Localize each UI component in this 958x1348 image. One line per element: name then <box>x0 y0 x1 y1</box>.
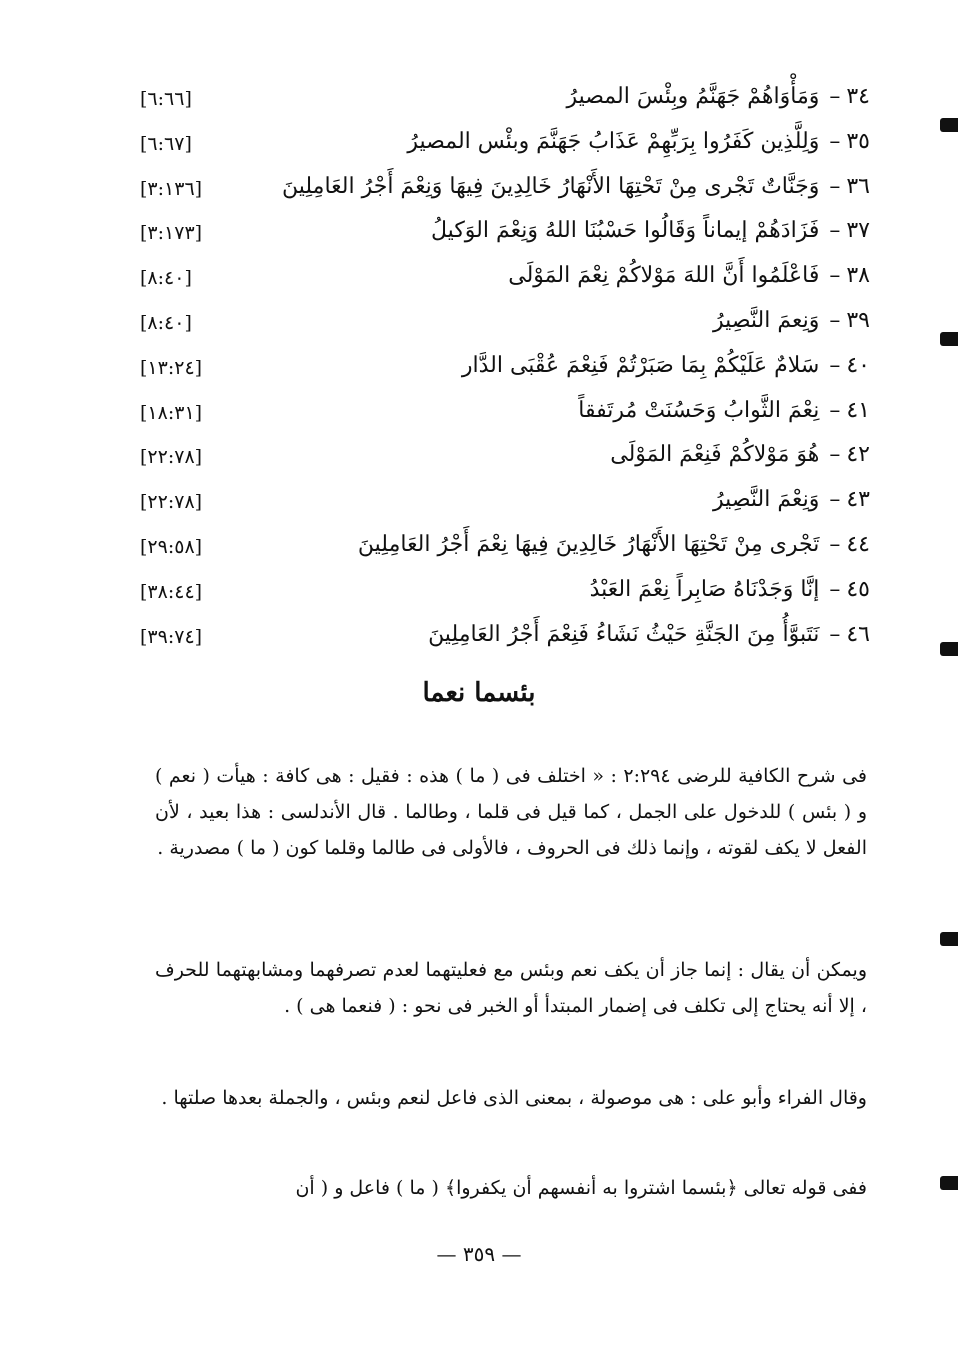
verse-line <box>358 532 870 557</box>
verse-reference: [٣:١٣٦] <box>140 177 203 200</box>
paragraph-3: وقال الفراء وأبو على : هى موصولة ، بمعنى الذى فاعل لنعم وبئس ، والجملة بعدها صلتها . <box>161 1087 867 1109</box>
verse-number: ٤٢ <box>846 442 870 468</box>
verse-number: ٤٣ <box>846 487 870 513</box>
verse-row <box>140 257 870 302</box>
verse-number: ٤٤ <box>846 531 870 557</box>
verse-dash: – <box>829 128 841 154</box>
verse-reference: [٨:٤٠] <box>140 267 192 290</box>
page-number: — ٣٥٩ — <box>436 1242 522 1266</box>
verse-row <box>140 436 870 481</box>
verse-text: تَجْرى مِنْ تَحْتِهَا الأَنْهَارُ خَالِدِينَ فِيهَا نِعْمَ أَجْرُ العَامِلِينَ <box>357 531 820 557</box>
verse-reference: [٦:٦٧] <box>140 132 192 155</box>
verse-number: ٣٦ <box>846 173 870 199</box>
verse-line <box>508 263 870 288</box>
paragraph-4: ففى قوله تعالى ﴿بئسما اشتروا به أنفسهم أن يكفروا﴾ ( ما ) فاعل و ( أن <box>295 1177 867 1199</box>
verse-dash: – <box>829 218 841 244</box>
verse-reference: [٣:١٧٣] <box>140 222 203 245</box>
verse-number: ٣٤ <box>846 84 870 109</box>
scan-edge-mark <box>940 642 958 656</box>
verse-number: ٤٦ <box>846 621 870 647</box>
verse-reference: [٣٩:٧٤] <box>140 625 203 648</box>
verse-number: ٣٨ <box>846 263 870 289</box>
verse-row <box>140 481 870 526</box>
verse-dash: – <box>829 621 841 647</box>
verse-dash: – <box>829 173 841 199</box>
verse-row <box>140 526 870 571</box>
verse-reference: [١٣:٢٤] <box>140 356 203 379</box>
verse-number: ٤١ <box>846 397 870 423</box>
verse-number: ٤٥ <box>846 576 870 602</box>
verse-reference: [٢٩:٥٨] <box>140 535 203 558</box>
verse-dash: – <box>829 576 841 602</box>
scan-edge-mark <box>940 332 958 346</box>
verse-line <box>407 129 870 154</box>
verse-dash: – <box>829 84 841 109</box>
verse-dash: – <box>829 397 841 423</box>
verse-line <box>713 487 870 512</box>
verse-row <box>140 123 870 168</box>
scan-edge-mark <box>940 1176 958 1190</box>
verse-line <box>462 353 870 378</box>
verse-row <box>140 571 870 616</box>
verse-text: وَجَنَّاتٌ تَجْرى مِنْ تَحْتِهَا الأَنْهَارُ خَالِدِينَ فِيهَا وَنِعْمَ أَجْرُ العَامِلِينَ <box>282 173 820 199</box>
verse-line <box>713 308 870 333</box>
verse-dash: – <box>829 263 841 289</box>
verse-number: ٤٠ <box>846 352 870 378</box>
verse-line <box>428 622 870 647</box>
verse-reference: [١٨:٣١] <box>140 401 203 424</box>
verse-text: إنَّا وَجَدْنَاهُ صَابِراً نِعْمَ العَبْدُ <box>589 576 820 602</box>
verse-text: وَمَأْوَاهُمْ جَهَنَّمُ وبِئْسَ المصيرُ <box>566 84 820 109</box>
verse-row <box>140 168 870 213</box>
verse-dash: – <box>829 307 841 333</box>
verse-number: ٣٧ <box>846 218 870 244</box>
verse-dash: – <box>829 531 841 557</box>
verse-text: فَزَادَهُمْ إيماناً وَقَالُوا حَسْبُنَا اللهُ وَنِعْمَ الوَكيلُ <box>431 218 820 244</box>
verse-row <box>140 302 870 347</box>
verse-dash: – <box>829 352 841 378</box>
paragraph-2: ويمكن أن يقال : إنما جاز أن يكف نعم وبئس مع فعليتهما لعدم تصرفهما ومشابهتهما للحرف ، إلا أنه يحتاج إلى تكلف فى إضمار المبتدأ أو الخبر فى نحو : ( فنعما هى ) . <box>155 959 867 1017</box>
verse-text: فَاعْلَمُوا أَنَّ اللهَ مَوْلاكُمْ نِعْمَ المَوْلَى <box>508 263 820 289</box>
verse-line <box>578 398 870 423</box>
verse-row <box>140 212 870 257</box>
verse-reference: [٨:٤٠] <box>140 311 192 334</box>
verse-line <box>566 84 870 109</box>
verse-reference: [٦:٦٦] <box>140 88 192 110</box>
scan-edge-mark <box>940 118 958 132</box>
verse-dash: – <box>829 442 841 468</box>
verse-reference: [٢٢:٧٨] <box>140 491 203 514</box>
verse-text: نِعْمَ الثَّوابُ وَحَسُنَتْ مُرتَفقاً <box>578 397 820 423</box>
verse-reference: [٣٨:٤٤] <box>140 580 203 603</box>
verse-dash: – <box>829 487 841 513</box>
verse-text: نَتَبوَّأُ مِنَ الجَنَّةِ حَيْثُ نَشَاءُ فَنِعْمَ أَجْرُ العَامِلِينَ <box>428 621 820 647</box>
section-title: بئسما نعما <box>422 678 536 708</box>
paragraph-1: فى شرح الكافية للرضى ٢:٢٩٤ : « اختلف فى ( ما ) هذه : فقيل : هى كافة : هيأت ( نعم ) و ( بئس ) للدخول على الجمل ، كما قيل فى قلما ، وطالما . قال الأندلسى : هذا بعيد ، لأن الفعل لا يكف لقوته ، وإنما ذلك فى الحروف ، فالأولى فى طالما وقلما كون ( ما ) مصدرية . <box>155 765 867 859</box>
scan-edge-mark <box>940 932 958 946</box>
verse-line <box>431 218 870 243</box>
verse-row <box>140 347 870 392</box>
verse-row <box>140 392 870 437</box>
verse-text: هُوَ مَوْلاكُمْ فَنِعْمَ المَوْلَى <box>610 442 820 468</box>
verse-list <box>140 78 870 660</box>
verse-text: وَنِعمَ النَّصِيرُ <box>713 307 820 333</box>
verse-row <box>140 78 870 123</box>
verse-row <box>140 616 870 661</box>
verse-line <box>610 442 870 467</box>
verse-text: وَلِلَّذِين كَفَرُوا بِرَبِّهِمْ عَذَابُ جَهَنَّمَ وبئْس المصيرُ <box>407 128 820 154</box>
verse-text: وَنِعْمَ النَّصِيرُ <box>713 487 820 513</box>
verse-line <box>590 577 870 602</box>
verse-number: ٣٥ <box>846 128 870 154</box>
verse-line <box>282 174 870 199</box>
verse-text: سَلامٌ عَلَيْكُمْ بِمَا صَبَرْتُمْ فَنِعْمَ عُقْبَى الدَّار <box>461 352 820 378</box>
verse-reference: [٢٢:٧٨] <box>140 446 203 469</box>
verse-number: ٣٩ <box>846 307 870 333</box>
